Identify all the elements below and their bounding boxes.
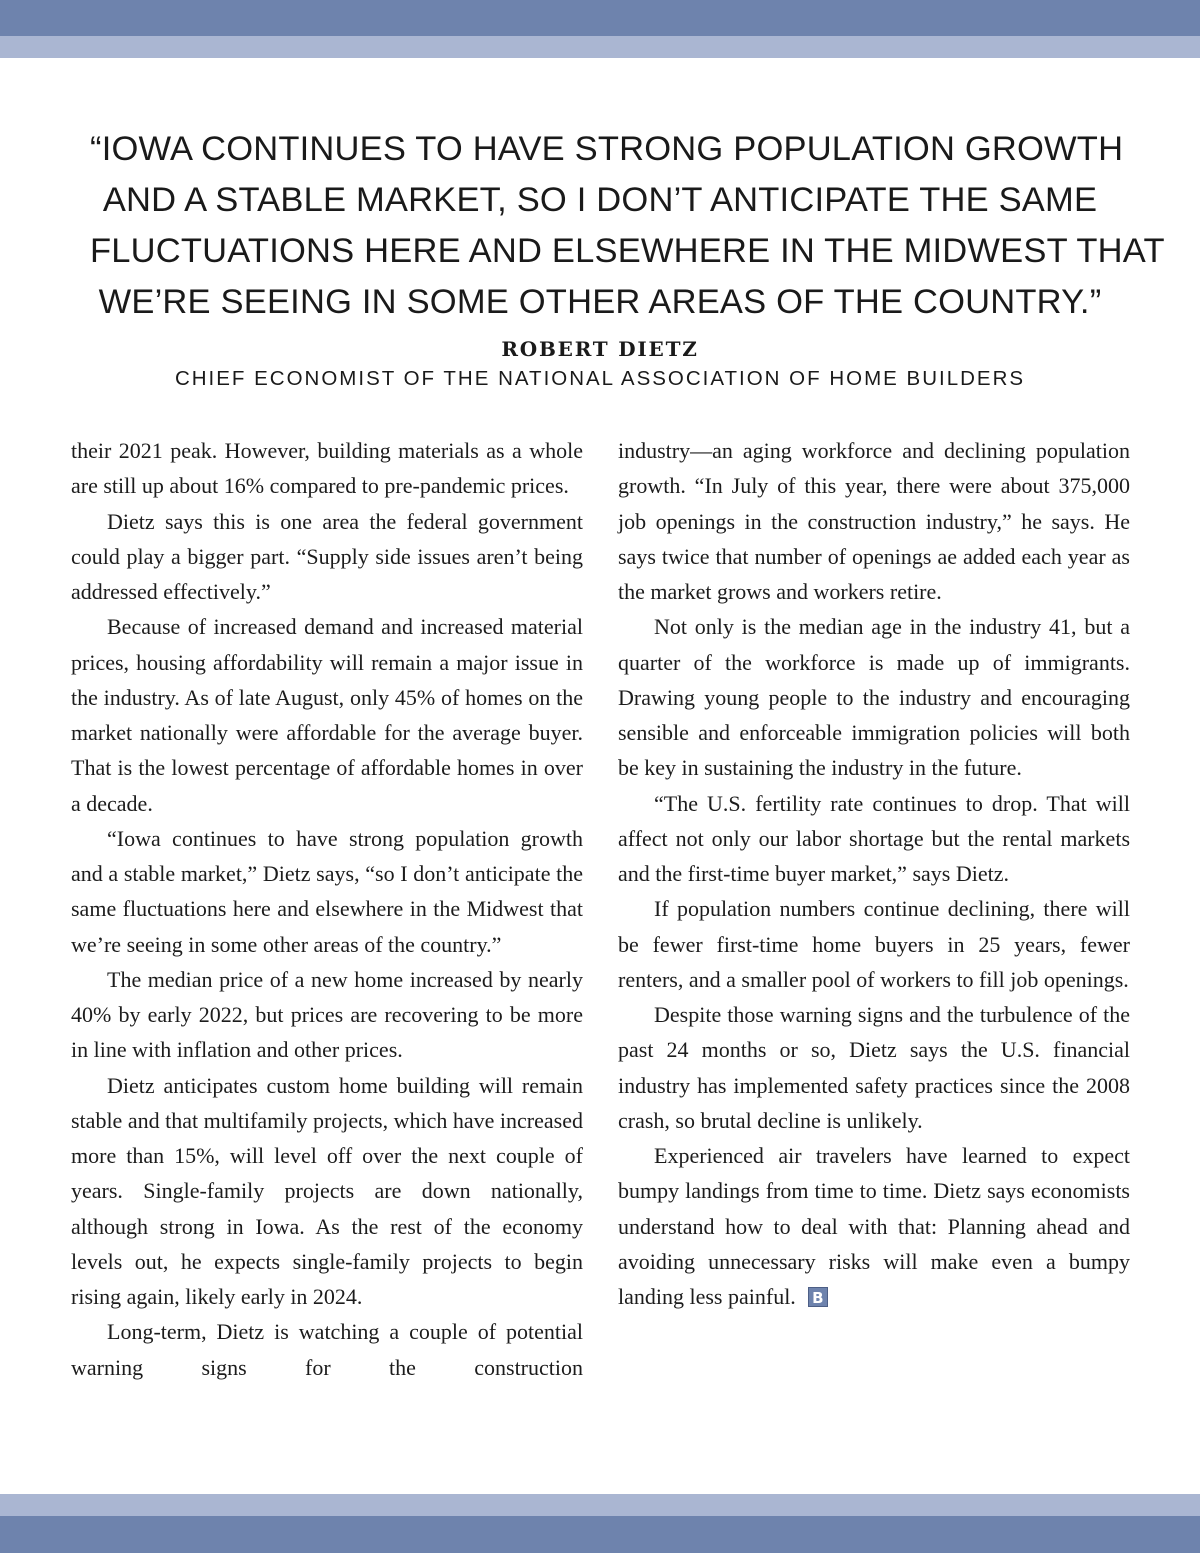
article-paragraph: If population numbers continue declining, there will be fewer first-time home buyers in 25 years, fewer renters, and a smaller pool of workers to fill job openings. [618,896,1130,992]
article-paragraph: The median price of a new home increased by nearly 40% by early 2022, but prices are recovering to be more in line with inflation and other prices. [71,966,583,1063]
end-mark-icon: B [808,1287,828,1307]
article-paragraph: Because of increased demand and increased material prices, housing affordability will remain a major issue in the industry. As of late August, only 45% of homes on the market nationally were affordable for the average buyer. That is the lowest percentage of affordable homes in over a decade. [71,614,583,816]
article-paragraph: “Iowa continues to have strong population growth and a stable market,” Dietz says, “so I don’t anticipate the same fluctuations here and elsewhere in the Midwest that we’re seeing in some other areas of the country.” [71,825,583,957]
article-paragraph-text: Experienced air travelers have learned to expect bumpy landings from time to time. Dietz says economists understand how to deal with that: Planning ahead and avoiding unnecessary risks will make even a bumpy landing less painful. [618,1143,1130,1309]
article-column-right [618,433,1130,1314]
article-paragraph: Long-term, Dietz is watching a couple of potential warning signs for the construction [71,1319,583,1380]
pull-quote-line: “IOWA CONTINUES TO HAVE STRONG POPULATION GROWTH [90,130,1124,168]
article-paragraph: industry—an aging workforce and declining population growth. “In July of this year, there were about 375,000 job openings in the construction industry,” he says. He says twice that number of openings ae added each year as the market grows and workers retire. [618,438,1130,604]
article-paragraph: Despite those warning signs and the turbulence of the past 24 months or so, Dietz says the U.S. financial industry has implemented safety practices since the 2008 crash, so brutal decline is unlikely. [618,1002,1130,1133]
top-band-light [0,36,1200,58]
article-paragraph: Dietz anticipates custom home building will remain stable and that multifamily projects, which have increased more than 15%, will level off over the next couple of years. Single-family projects are down nationally, although strong in Iowa. As the rest of the economy levels out, he expects single-family projects to begin rising again, likely early in 2024. [71,1072,583,1309]
article-paragraph: their 2021 peak. However, building materials as a whole are still up about 16% compared to pre-pandemic prices. [71,438,583,499]
pull-quote-line: WE’RE SEEING IN SOME OTHER AREAS OF THE COUNTRY.” [98,283,1102,321]
pull-quote [90,124,1165,393]
pull-quote-attribution-title: CHIEF ECONOMIST OF THE NATIONAL ASSOCIATION OF HOME BUILDERS [174,367,1026,390]
article-paragraph: Not only is the median age in the industry 41, but a quarter of the workforce is made up of immigrants. Drawing young people to the industry and encouraging sensible and enforceable immigration policies will both be key in sustaining the industry in the future. [618,614,1130,781]
pull-quote-line: AND A STABLE MARKET, SO I DON’T ANTICIPATE THE SAME [102,181,1098,219]
bottom-band-dark [0,1516,1200,1553]
article-paragraph: Dietz says this is one area the federal government could play a bigger part. “Supply side issues aren’t being addressed effectively.” [71,508,583,604]
bottom-band-light [0,1494,1200,1516]
article-paragraph: “The U.S. fertility rate continues to drop. That will affect not only our labor shortage but the rental markets and the first-time buyer market,” says Dietz. [618,790,1130,886]
pull-quote-attribution-name: ROBERT DIETZ [501,337,699,361]
article-paragraph-last [618,1138,1130,1314]
article-column-left [71,433,583,1385]
top-band-dark [0,0,1200,36]
pull-quote-line: FLUCTUATIONS HERE AND ELSEWHERE IN THE MIDWEST THAT [90,232,1165,270]
